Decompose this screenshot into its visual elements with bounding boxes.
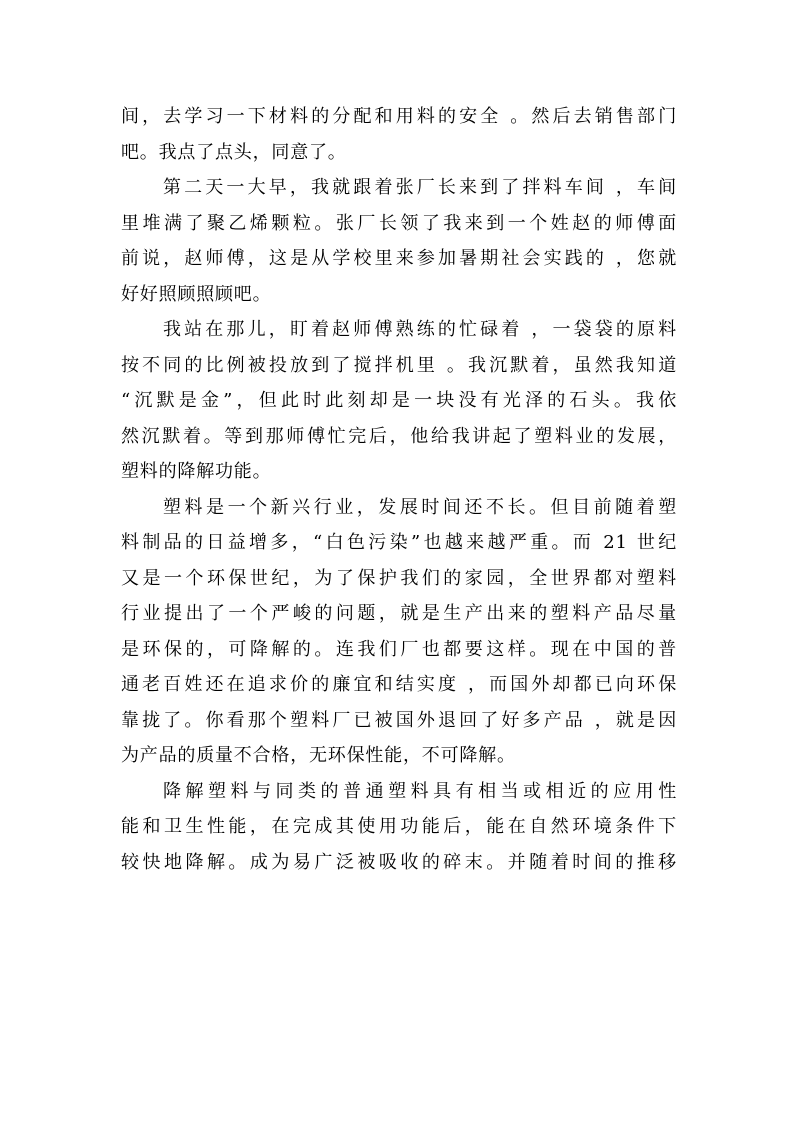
paragraph-1 <box>121 99 677 170</box>
paragraph-3 <box>121 312 677 490</box>
text-line: 靠拢了。你看那个塑料厂已被国外退回了好多产品 ，就是因 <box>121 709 677 731</box>
text-line: 是环保的，可降解的。连我们厂也都要这样。现在中国的普 <box>121 638 677 660</box>
text-line: 前说，赵师傅，这是从学校里来参加暑期社会实践的 ，您就 <box>121 248 677 269</box>
text-line: 我站在那儿，盯着赵师傅熟练的忙碌着 ，一袋袋的原料 <box>163 319 677 340</box>
text-line: 能和卫生性能，在完成其使用功能后，能在自然环境条件下 <box>121 816 677 837</box>
text-line: 通老百姓还在追求价的廉宜和结实度 ，而国外却都已向环保 <box>121 674 677 695</box>
text-line: 塑料是一个新兴行业，发展时间还不长。但目前随着塑 <box>163 496 677 518</box>
text-line: 好好照顾照顾吧。 <box>121 283 272 305</box>
text-line: 较快地降解。成为易广泛被吸收的碎末。并随着时间的推移 <box>121 851 677 873</box>
text-line: “沉默是金”，但此时此刻却是一块没有光泽的石头。我依 <box>121 390 677 411</box>
text-line: 塑料的降解功能。 <box>121 461 272 482</box>
text-line: 吧。我点了点头，同意了。 <box>121 141 347 163</box>
paragraph-2 <box>121 170 677 312</box>
text-line: 行业提出了一个严峻的问题，就是生产出来的塑料产品尽量 <box>121 603 677 624</box>
text-line: 然沉默着。等到那师傅忙完后，他给我讲起了塑料业的发展， <box>121 425 677 447</box>
text-line: 降解塑料与同类的普通塑料具有相当或相近的应用性 <box>163 780 677 802</box>
text-line: 里堆满了聚乙烯颗粒。张厂长领了我来到一个姓赵的师傅面 <box>121 212 677 234</box>
paragraph-4 <box>121 490 677 774</box>
text-line: 又是一个环保世纪，为了保护我们的家园，全世界都对塑料 <box>121 567 677 589</box>
text-line: 间，去学习一下材料的分配和用料的安全 。然后去销售部门 <box>121 106 677 127</box>
text-line: 第二天一大早，我就跟着张厂长来到了拌料车间 ，车间 <box>163 177 677 198</box>
text-line: 为产品的质量不合格，无环保性能，不可降解。 <box>121 745 516 766</box>
text-line: 料制品的日益增多，“白色污染”也越来越严重。而 21 世纪 <box>121 532 677 553</box>
paragraph-5 <box>121 774 677 881</box>
text-line: 按不同的比例被投放到了搅拌机里 。我沉默着，虽然我知道 <box>121 354 677 376</box>
document-body <box>121 99 677 880</box>
